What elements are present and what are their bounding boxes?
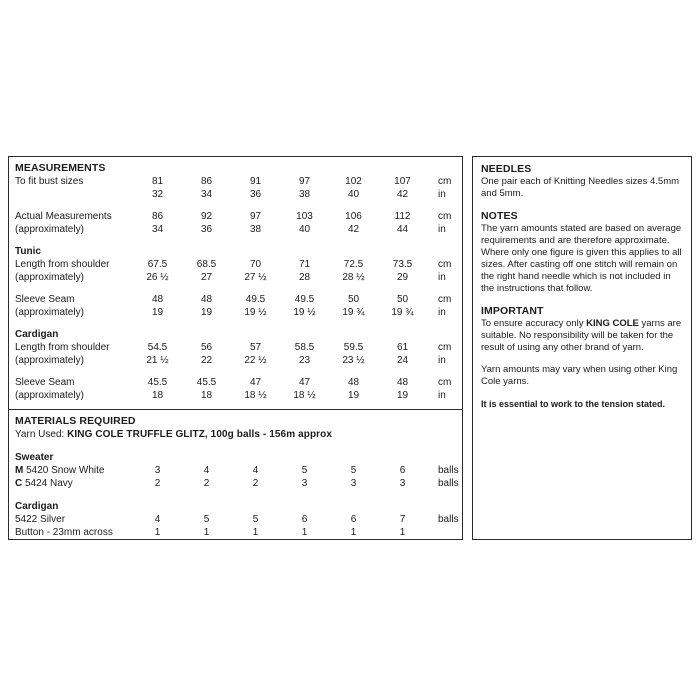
value-cell: 1: [203, 527, 210, 538]
value-cell: 19 ½: [244, 307, 267, 318]
value-cell: 40: [298, 224, 311, 235]
value-cell: 5: [203, 514, 210, 525]
value-cell: 49.5: [245, 294, 266, 305]
value-cell: 28 ½: [342, 272, 365, 283]
value-cell: 49.5: [294, 294, 315, 305]
row-label: Length from shoulder: [15, 342, 110, 353]
value-cell: 4: [252, 465, 259, 476]
measurement-line-cm: [15, 210, 456, 223]
value-cell: 72.5: [343, 259, 364, 270]
value-cell: 19: [396, 390, 409, 401]
material-row-silver-yarn: [15, 513, 459, 526]
value-cell: 68.5: [196, 259, 217, 270]
row-sublabel: (approximately): [15, 390, 84, 401]
cardigan-rows: [15, 513, 459, 539]
value-cell: 48: [200, 294, 213, 305]
material-row-button: [15, 526, 456, 539]
measurement-line-in: [15, 223, 456, 236]
measurement-line-in: [15, 354, 456, 367]
yarn-used-line: [15, 428, 456, 441]
value-cell: 23 ½: [342, 355, 365, 366]
row-sublabel: (approximately): [15, 355, 84, 366]
value-cell: 3: [350, 478, 357, 489]
measurement-row-tunic-sleeve: [15, 293, 456, 319]
measurement-line-in: [15, 188, 456, 201]
value-cell: 57: [249, 342, 262, 353]
value-cell: 59.5: [343, 342, 364, 353]
value-cell: 107: [394, 176, 411, 187]
value-cell: 2: [252, 478, 259, 489]
row-sublabel: (approximately): [15, 307, 84, 318]
measurement-line-in: [15, 271, 456, 284]
row-label: [15, 464, 133, 477]
value-cell: 50: [347, 294, 360, 305]
row-label: Actual Measurements: [15, 211, 112, 222]
important-paragraph-2: Yarn amounts may vary when using other King Cole yarns.: [481, 364, 678, 387]
measurement-row-cardigan-sleeve: [15, 376, 456, 402]
value-cell: 48: [151, 294, 164, 305]
value-cell: 44: [396, 224, 409, 235]
value-cell: 86: [200, 176, 213, 187]
value-cell: 45.5: [147, 377, 168, 388]
value-cell: 29: [396, 272, 409, 283]
row-sublabel: [15, 188, 133, 201]
notes-body: The yarn amounts stated are based on average requirements and are therefore approximate. Where only one figure is given this applies to all sizes. After casting off one stitch will remain on the right hand needle which is not included in the instructions that follow.: [481, 223, 682, 294]
value-cell: 47: [298, 377, 311, 388]
value-cell: 42: [347, 224, 360, 235]
value-cell: 112: [394, 211, 411, 222]
shade-name: 5422 Silver: [15, 514, 66, 525]
value-cell: 18 ½: [244, 390, 267, 401]
value-cell: 3: [154, 465, 161, 476]
important-title: IMPORTANT: [481, 305, 544, 317]
value-cell: 36: [200, 224, 213, 235]
value-cell: 34: [151, 224, 164, 235]
important-p1-brand: KING COLE: [586, 318, 639, 329]
value-cell: 19 ¾: [342, 307, 365, 318]
row-label: [15, 526, 133, 539]
value-cell: 26 ½: [146, 272, 169, 283]
value-cell: 58.5: [294, 342, 315, 353]
sweater-rows: [15, 464, 459, 490]
unit-cell: balls: [438, 514, 459, 525]
row-sublabel: (approximately): [15, 224, 84, 235]
value-cell: 19: [347, 390, 360, 401]
value-cell: 36: [249, 189, 262, 200]
value-cell: 2: [154, 478, 161, 489]
unit-cell: cm: [438, 294, 452, 305]
value-cell: 50: [396, 294, 409, 305]
value-cell: 71: [298, 259, 311, 270]
row-label: To fit bust sizes: [15, 176, 84, 187]
value-cell: 92: [200, 211, 213, 222]
needles-section: [481, 163, 683, 200]
yarn-used-value: KING COLE TRUFFLE GLITZ, 100g balls - 156m approx: [67, 429, 333, 440]
value-cell: 86: [151, 211, 164, 222]
measurement-row-cardigan-length: [15, 341, 456, 367]
value-cell: 19: [200, 307, 213, 318]
value-cell: 1: [399, 527, 406, 538]
value-cell: 73.5: [392, 259, 413, 270]
value-cell: 19: [151, 307, 164, 318]
row-label: Length from shoulder: [15, 259, 110, 270]
value-cell: 1: [252, 527, 259, 538]
shade-name: 5424 Navy: [25, 478, 73, 489]
shade-name: Button - 23mm across: [15, 527, 113, 538]
value-cell: 27: [200, 272, 213, 283]
measurements-panel: [8, 156, 463, 540]
measurement-row-actual: [15, 210, 456, 236]
value-cell: 24: [396, 355, 409, 366]
value-cell: 3: [399, 478, 406, 489]
value-cell: 32: [151, 189, 164, 200]
value-cell: 22 ½: [244, 355, 267, 366]
shade-prefix: C: [15, 478, 25, 489]
important-p1-before: To ensure accuracy only: [481, 318, 587, 329]
materials-section: [9, 410, 462, 544]
value-cell: 2: [203, 478, 210, 489]
value-cell: 18 ½: [293, 390, 316, 401]
measurement-line-cm: [15, 258, 456, 271]
value-cell: 6: [399, 465, 406, 476]
value-cell: 34: [200, 189, 213, 200]
measurement-line-in: [15, 306, 456, 319]
value-cell: 81: [151, 176, 164, 187]
row-label: [15, 477, 133, 490]
value-cell: 103: [296, 211, 313, 222]
value-cell: 6: [301, 514, 308, 525]
value-cell: 22: [200, 355, 213, 366]
value-cell: 6: [350, 514, 357, 525]
spacer: [15, 490, 456, 500]
value-cell: 18: [151, 390, 164, 401]
measurement-line-cm: [15, 293, 456, 306]
important-p1-after: yarns are suitable. No responsibility will be taken for the result of using any other brand of yarn.: [481, 318, 682, 353]
value-cell: 48: [347, 377, 360, 388]
unit-cell: cm: [438, 259, 452, 270]
value-cell: 4: [154, 514, 161, 525]
value-cell: 61: [396, 342, 409, 353]
value-cell: 97: [249, 211, 262, 222]
unit-cell: in: [438, 224, 446, 235]
value-cell: 5: [350, 465, 357, 476]
value-cell: 28: [298, 272, 311, 283]
value-cell: 18: [200, 390, 213, 401]
value-cell: 102: [345, 176, 362, 187]
important-paragraph-1: [481, 318, 683, 354]
unit-cell: in: [438, 272, 446, 283]
measurement-line-in: [15, 389, 456, 402]
value-cell: 40: [347, 189, 360, 200]
cardigan-heading: Cardigan: [15, 329, 59, 340]
shade-name: 5420 Snow White: [26, 465, 105, 476]
value-cell: 19 ¾: [391, 307, 414, 318]
material-row-main-yarn: [15, 464, 459, 477]
shade-prefix: M: [15, 465, 27, 476]
value-cell: 67.5: [147, 259, 168, 270]
needles-body: One pair each of Knitting Needles sizes 4.5mm and 5mm.: [481, 176, 680, 199]
unit-cell: cm: [438, 377, 452, 388]
needles-title: NEEDLES: [481, 163, 532, 175]
tunic-heading: Tunic: [15, 246, 41, 257]
value-cell: 4: [203, 465, 210, 476]
value-cell: 91: [249, 176, 262, 187]
yarn-used-label: Yarn Used:: [15, 429, 65, 440]
notes-section: [481, 210, 683, 295]
notes-panel: [472, 156, 692, 540]
important-section: [481, 305, 683, 410]
unit-cell: in: [438, 355, 446, 366]
unit-cell: [427, 526, 456, 539]
measurement-row-tunic-length: [15, 258, 456, 284]
value-cell: 38: [298, 189, 311, 200]
measurement-line-cm: [15, 376, 456, 389]
value-cell: 45.5: [196, 377, 217, 388]
value-cell: 56: [200, 342, 213, 353]
value-cell: 1: [154, 527, 161, 538]
material-row-contrast-yarn: [15, 477, 459, 490]
unit-cell: in: [438, 307, 446, 318]
notes-title: NOTES: [481, 210, 518, 222]
value-cell: 47: [249, 377, 262, 388]
row-label: [15, 513, 133, 526]
value-cell: 27 ½: [244, 272, 267, 283]
value-cell: 106: [345, 211, 362, 222]
value-cell: 70: [249, 259, 262, 270]
value-cell: 42: [396, 189, 409, 200]
materials-title: MATERIALS REQUIRED: [15, 415, 136, 427]
measurement-row-bust: [15, 175, 456, 201]
unit-cell: in: [438, 390, 446, 401]
unit-cell: cm: [438, 342, 452, 353]
measurements-title: MEASUREMENTS: [15, 162, 106, 174]
value-cell: 38: [249, 224, 262, 235]
value-cell: 5: [252, 514, 259, 525]
value-cell: 48: [396, 377, 409, 388]
row-label: Sleeve Seam: [15, 294, 75, 305]
tension-statement: It is essential to work to the tension stated.: [481, 399, 666, 409]
value-cell: 21 ½: [146, 355, 169, 366]
value-cell: 97: [298, 176, 311, 187]
value-cell: 23: [298, 355, 311, 366]
measurement-line-cm: [15, 175, 456, 188]
sweater-heading: Sweater: [15, 452, 54, 463]
value-cell: 54.5: [147, 342, 168, 353]
row-sublabel: (approximately): [15, 272, 84, 283]
unit-cell: cm: [438, 211, 452, 222]
unit-cell: in: [438, 189, 446, 200]
row-label: Sleeve Seam: [15, 377, 75, 388]
unit-cell: cm: [438, 176, 452, 187]
value-cell: 1: [350, 527, 357, 538]
value-cell: 7: [399, 514, 406, 525]
unit-cell: balls: [438, 478, 459, 489]
cardigan-materials-heading: Cardigan: [15, 501, 59, 512]
value-cell: 5: [301, 465, 308, 476]
value-cell: 3: [301, 478, 308, 489]
measurement-line-cm: [15, 341, 456, 354]
value-cell: 19 ½: [293, 307, 316, 318]
value-cell: 1: [301, 527, 308, 538]
unit-cell: balls: [438, 465, 459, 476]
measurements-section: [9, 157, 462, 410]
